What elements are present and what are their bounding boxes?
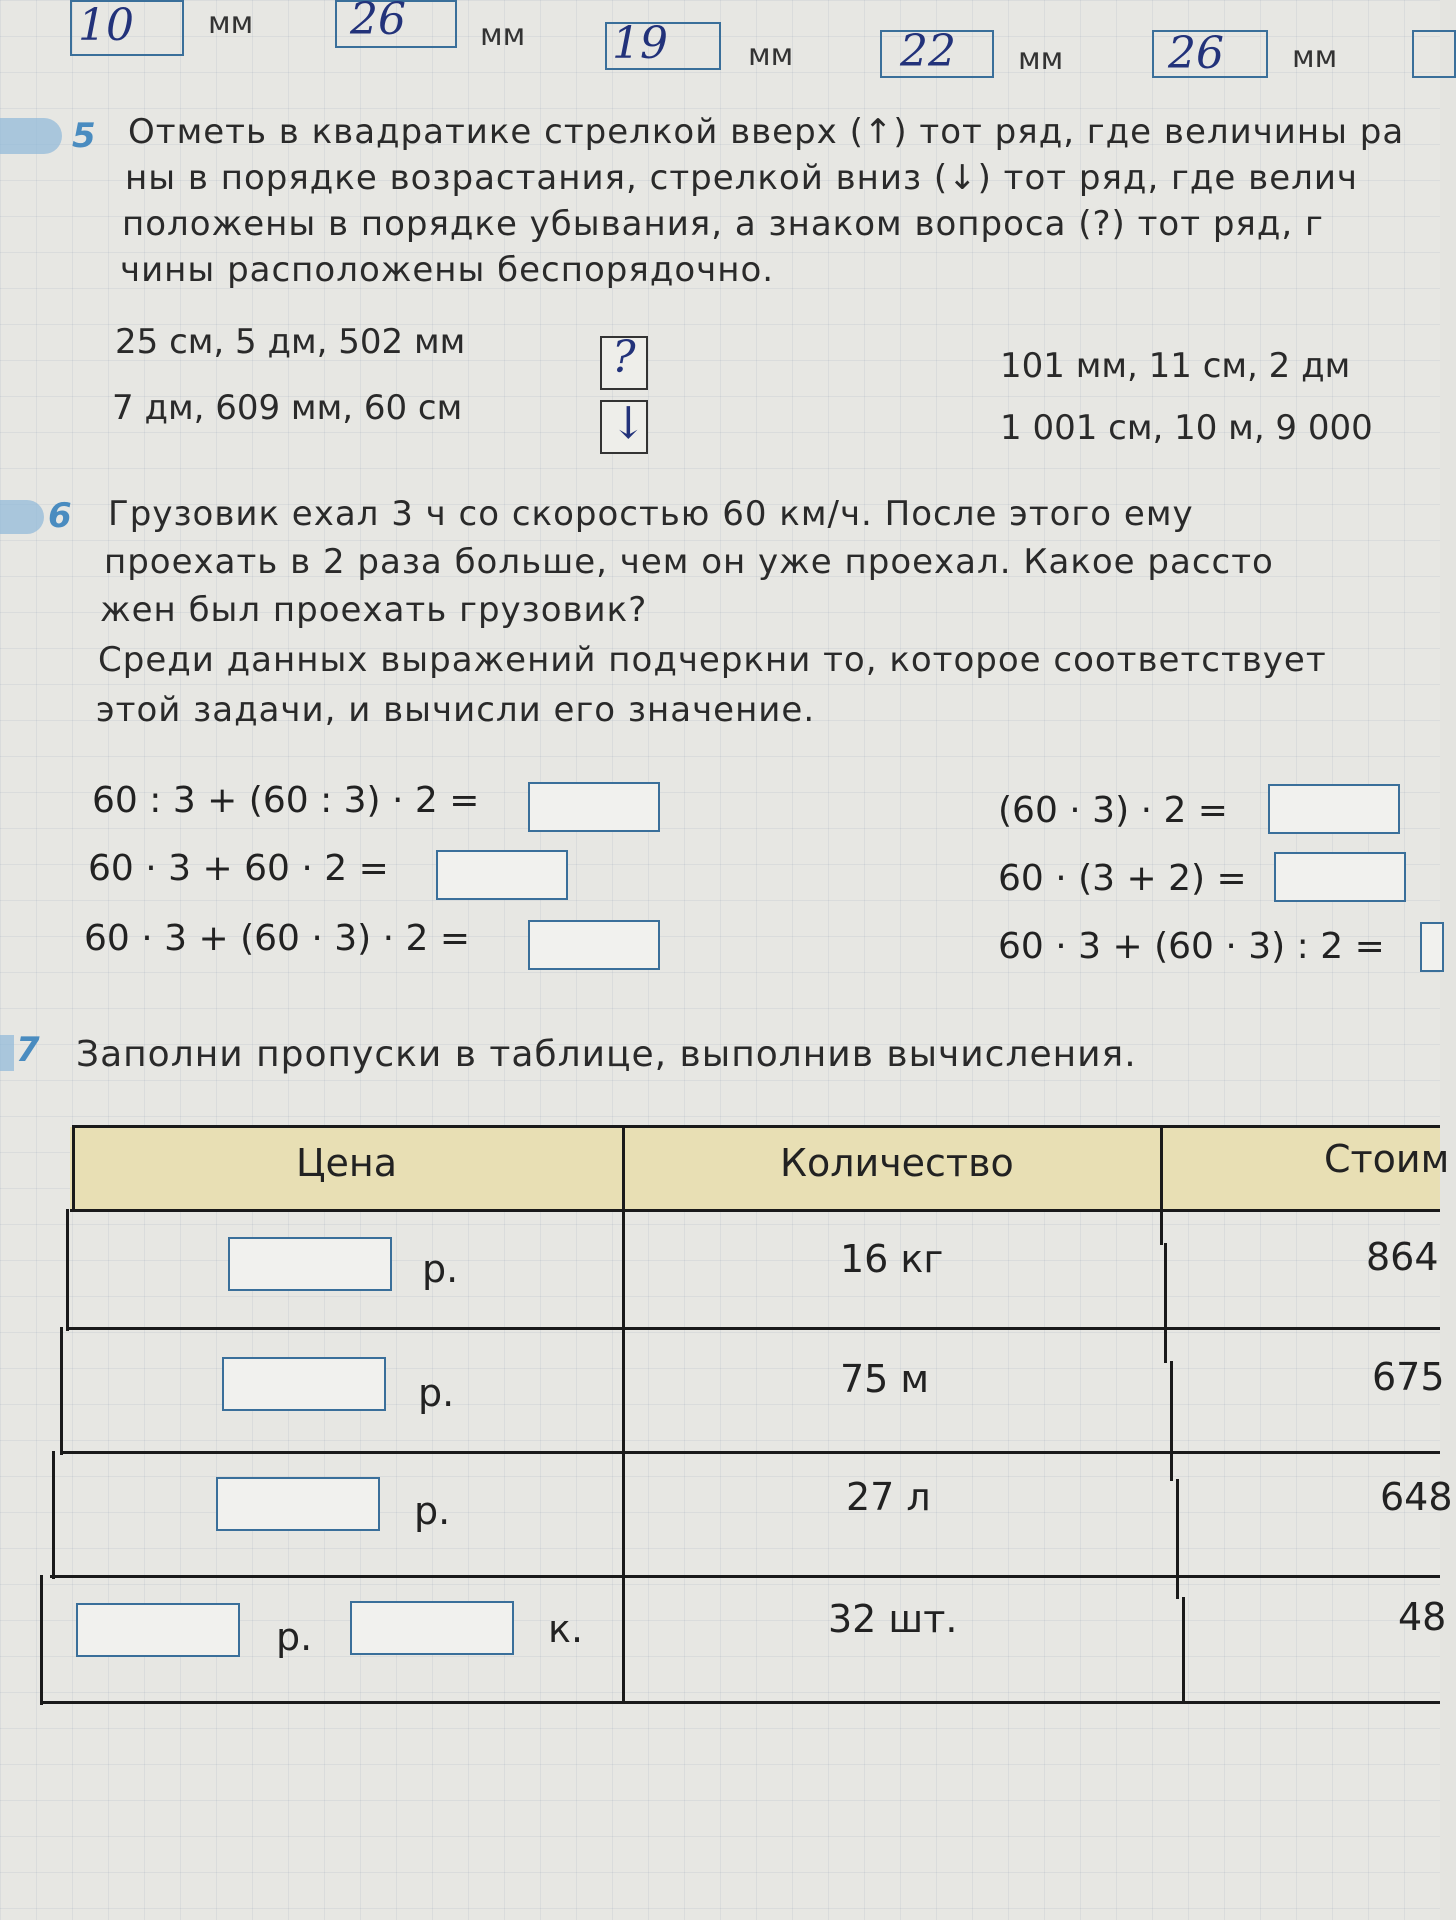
series-row: 101 мм, 11 см, 2 дм [1000, 346, 1351, 386]
expression: 60 · 3 + (60 · 3) : 2 = [998, 926, 1385, 967]
task-number-badge-bg [0, 118, 62, 154]
table-border [52, 1451, 55, 1579]
price-input-box[interactable] [228, 1237, 392, 1291]
task-number-badge-bg [0, 1035, 14, 1071]
table-border [1164, 1243, 1167, 1363]
expression: (60 · 3) · 2 = [998, 790, 1228, 831]
column-header-cost: Стоим [1324, 1137, 1450, 1181]
table-border [1176, 1479, 1179, 1599]
cost-value: 864 [1366, 1235, 1439, 1279]
series-row: 1 001 см, 10 м, 9 000 [1000, 408, 1373, 448]
price-input-box[interactable] [222, 1357, 386, 1411]
handwritten-mark: ? [612, 332, 636, 383]
currency-label: р. [422, 1247, 459, 1291]
handwritten-answer: 19 [612, 18, 668, 69]
task-text-line: этой задачи, и вычисли его значение. [96, 690, 816, 730]
column-header-quantity: Количество [780, 1141, 1014, 1185]
table-border [622, 1125, 625, 1703]
table-header-bg [70, 1127, 1440, 1209]
answer-box[interactable] [528, 782, 660, 832]
answer-box[interactable] [1420, 922, 1444, 972]
unit-label: мм [480, 18, 526, 53]
cost-value: 675 [1372, 1355, 1445, 1399]
table-border [40, 1575, 43, 1705]
handwritten-answer: 22 [900, 26, 956, 77]
rubles-input-box[interactable] [76, 1603, 240, 1657]
quantity-value: 75 м [840, 1357, 930, 1401]
table-border [66, 1327, 1440, 1330]
unit-label: мм [748, 38, 794, 73]
answer-box[interactable] [1268, 784, 1400, 834]
task-text-line: Среди данных выражений подчеркни то, которое соответствует [98, 640, 1327, 680]
kopecks-label: к. [548, 1607, 584, 1651]
answer-box[interactable] [528, 920, 660, 970]
quantity-value: 27 л [846, 1475, 931, 1519]
task-text-line: положены в порядке убывания, а знаком вопроса (?) тот ряд, г [122, 204, 1324, 244]
series-row: 25 см, 5 дм, 502 мм [115, 322, 466, 362]
quantity-value: 16 кг [840, 1237, 944, 1281]
table-border [1170, 1361, 1173, 1481]
price-input-box[interactable] [216, 1477, 380, 1531]
task-number: 5 [72, 116, 96, 156]
expression: 60 · (3 + 2) = [998, 858, 1247, 899]
task-text-line: Грузовик ехал 3 ч со скоростью 60 км/ч. После этого ему [108, 494, 1194, 534]
table-border [50, 1575, 1440, 1578]
price-table [40, 1125, 1453, 1705]
task-number-badge-bg [0, 500, 44, 534]
task-text-line: Отметь в квадратике стрелкой вверх (↑) тот ряд, где величины ра [128, 112, 1405, 152]
table-border [62, 1451, 1440, 1454]
unit-label: мм [208, 6, 254, 41]
column-header-price: Цена [296, 1141, 398, 1185]
handwritten-mark: ↓ [610, 398, 647, 449]
unit-label: мм [1018, 42, 1064, 77]
kopecks-input-box[interactable] [350, 1601, 514, 1655]
handwritten-answer: 10 [78, 0, 134, 51]
task-text-line: жен был проехать грузовик? [100, 590, 648, 630]
series-row: 7 дм, 609 мм, 60 см [112, 388, 463, 428]
expression: 60 · 3 + 60 · 2 = [88, 848, 389, 889]
task-text-line: ны в порядке возрастания, стрелкой вниз (↓) тот ряд, где велич [125, 158, 1359, 198]
currency-label: р. [414, 1489, 451, 1533]
handwritten-answer: 26 [1168, 28, 1224, 79]
cost-value: 648 [1380, 1475, 1453, 1519]
task-text-line: чины расположены беспорядочно. [120, 250, 775, 290]
table-border [66, 1209, 69, 1331]
task-number: 7 [16, 1030, 40, 1070]
answer-box[interactable] [1412, 30, 1456, 78]
answer-box[interactable] [436, 850, 568, 900]
currency-label: р. [276, 1615, 313, 1659]
task-text-line: проехать в 2 раза больше, чем он уже проехал. Какое рассто [104, 542, 1274, 582]
table-border [60, 1327, 63, 1455]
cost-value: 48 [1398, 1595, 1447, 1639]
handwritten-answer: 26 [350, 0, 406, 45]
table-border [72, 1125, 1440, 1128]
table-border [72, 1125, 75, 1211]
expression: 60 : 3 + (60 : 3) · 2 = [92, 780, 480, 821]
table-border [70, 1209, 1440, 1212]
table-border [1182, 1597, 1185, 1703]
answer-box[interactable] [1274, 852, 1406, 902]
unit-label: мм [1292, 40, 1338, 75]
expression: 60 · 3 + (60 · 3) · 2 = [84, 918, 471, 959]
task-number: 6 [48, 496, 72, 536]
quantity-value: 32 шт. [828, 1597, 958, 1641]
table-border [1160, 1125, 1163, 1245]
table-border [40, 1701, 1440, 1704]
task-title: Заполни пропуски в таблице, выполнив вычисления. [76, 1034, 1137, 1075]
currency-label: р. [418, 1371, 455, 1415]
